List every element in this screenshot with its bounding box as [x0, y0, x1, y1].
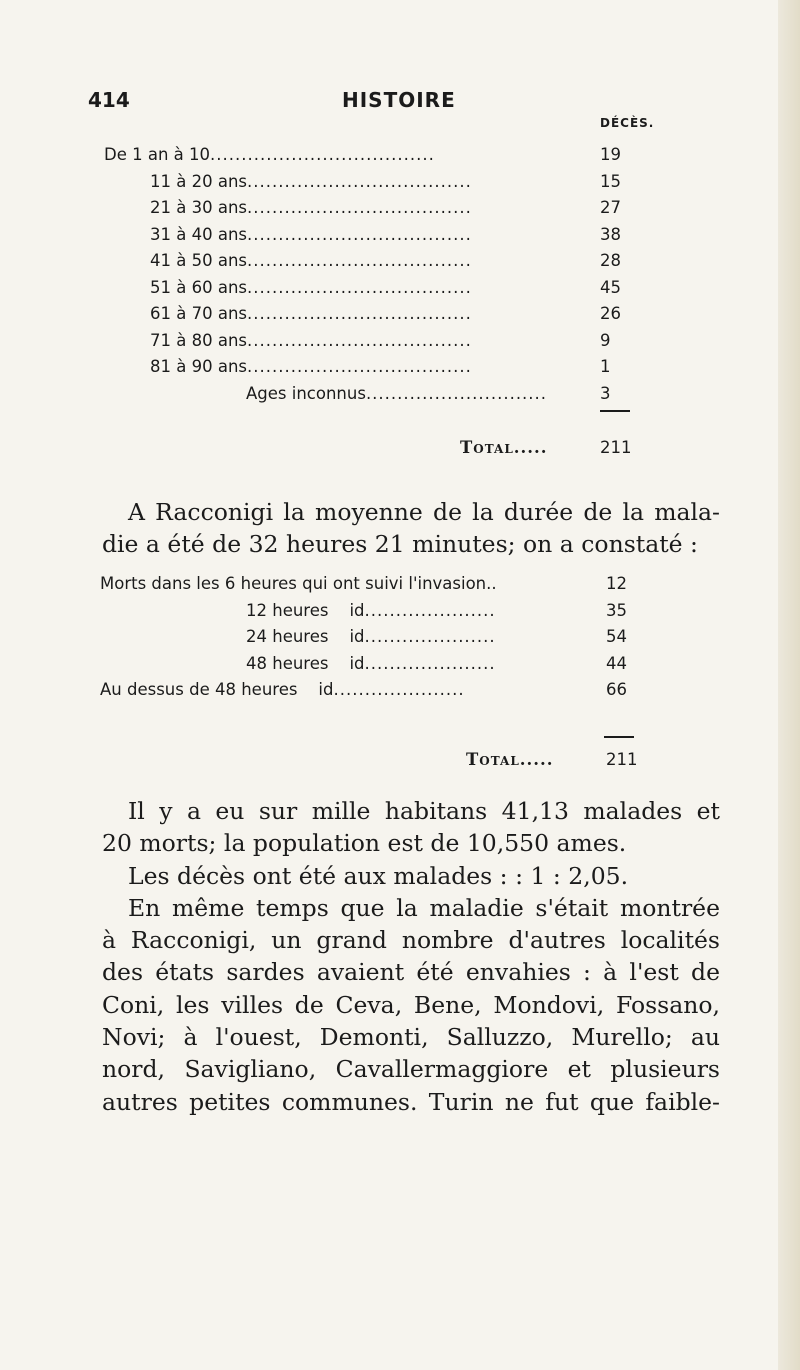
leader-dots: .................................... [247, 304, 472, 323]
deces-value: 1 [600, 357, 611, 376]
table-row [100, 572, 497, 596]
total-value: 211 [606, 750, 638, 769]
table-row [150, 302, 472, 326]
table-row [150, 276, 472, 300]
leader-dots: .................................... [247, 357, 472, 376]
deaths-value: 66 [606, 680, 627, 699]
leader-dots: .................................... [247, 330, 472, 350]
paragraph-duration [102, 496, 720, 561]
leader-dots: .................................... [247, 251, 472, 270]
row-label: 21 à 30 ans [150, 198, 248, 217]
row-label: 61 à 70 ans [150, 304, 248, 323]
row-label: 24 heures id [246, 627, 365, 646]
text-line: 20 morts; la population est de 10,550 ames. [102, 829, 627, 858]
deaths-value: 54 [606, 627, 627, 646]
deces-value: 26 [600, 304, 621, 323]
deaths-value: 12 [606, 574, 627, 593]
total-label-text: Total..... [466, 750, 554, 769]
page-number: 414 [88, 88, 130, 112]
deces-column-header: DÉCÈS. [600, 116, 655, 130]
table-row [150, 329, 472, 353]
row-label: 11 à 20 ans [150, 171, 248, 191]
table-row [246, 382, 547, 406]
total-rule [604, 736, 634, 738]
table-row [150, 223, 472, 247]
table-row [246, 599, 496, 623]
total-label [460, 436, 547, 460]
total-label-text: Total..... [460, 438, 548, 457]
total-rule [600, 410, 630, 412]
running-head: HISTOIRE [342, 88, 456, 112]
table-row [150, 355, 472, 379]
deces-value: 27 [600, 198, 621, 217]
total-value: 211 [600, 438, 632, 457]
leader-dots: .................................... [247, 198, 472, 217]
text-line: à Racconigi, un grand nombre d'autres localités [102, 926, 720, 955]
text-line: die a été de 32 heures 21 minutes; on a constaté : [102, 530, 698, 559]
row-label: Morts dans les 6 heures qui ont suivi l'invasion.. [100, 574, 497, 593]
row-label: Ages inconnus [246, 383, 366, 403]
leader-dots: ............................. [365, 383, 548, 403]
deces-value: 45 [600, 277, 621, 297]
text-line: Coni, les villes de Ceva, Bene, Mondovi, Fossano, [102, 990, 720, 1019]
row-label: 71 à 80 ans [150, 330, 248, 350]
paragraph-localities [102, 795, 720, 1118]
deces-value: 9 [600, 330, 611, 350]
row-label: 81 à 90 ans [150, 357, 248, 376]
table-row [246, 652, 496, 676]
row-label: 41 à 50 ans [150, 251, 248, 270]
table-row [150, 249, 472, 273]
row-label: De 1 an à 10 [104, 145, 211, 164]
deces-value: 19 [600, 145, 621, 164]
leader-dots: .................................... [247, 171, 472, 191]
deces-value: 15 [600, 171, 621, 191]
text-line: A Racconigi la moyenne de la durée de la mala- [128, 498, 720, 526]
text-line: Les décès ont été aux malades : : 1 : 2,05. [128, 861, 629, 890]
table-row [100, 678, 465, 702]
row-label: Au dessus de 48 heures id [100, 680, 334, 699]
leader-dots: .................................... [247, 277, 472, 297]
leader-dots: ..................... [333, 680, 465, 699]
leader-dots: ..................... [364, 653, 496, 673]
leader-dots: ..................... [364, 627, 496, 646]
table-row [104, 143, 435, 167]
table-row [246, 625, 496, 649]
deaths-value: 35 [606, 600, 627, 620]
text-line: Novi; à l'ouest, Demonti, Salluzzo, Murello; au [102, 1023, 720, 1052]
text-line: En même temps que la maladie s'était montrée [128, 893, 720, 922]
deces-value: 28 [600, 251, 621, 270]
table-row [150, 196, 472, 220]
text-line: des états sardes avaient été envahies : à l'est de [102, 958, 720, 987]
leader-dots: .................................... [210, 145, 435, 164]
page-edge [778, 0, 800, 1370]
row-label: 31 à 40 ans [150, 224, 248, 244]
total-label [466, 748, 553, 772]
deces-value: 3 [600, 383, 611, 403]
table-row [150, 170, 472, 194]
leader-dots: ..................... [364, 600, 496, 620]
text-line: nord, Savigliano, Cavallermaggiore et plusieurs [102, 1055, 720, 1084]
text-line: autres petites communes. Turin ne fut que faible- [102, 1087, 720, 1116]
deaths-value: 44 [606, 653, 627, 673]
row-label: 48 heures id [246, 653, 365, 673]
row-label: 12 heures id [246, 600, 365, 620]
deces-value: 38 [600, 224, 621, 244]
row-label: 51 à 60 ans [150, 277, 248, 297]
text-line: Il y a eu sur mille habitans 41,13 malades et [128, 797, 720, 825]
leader-dots: .................................... [247, 224, 472, 244]
